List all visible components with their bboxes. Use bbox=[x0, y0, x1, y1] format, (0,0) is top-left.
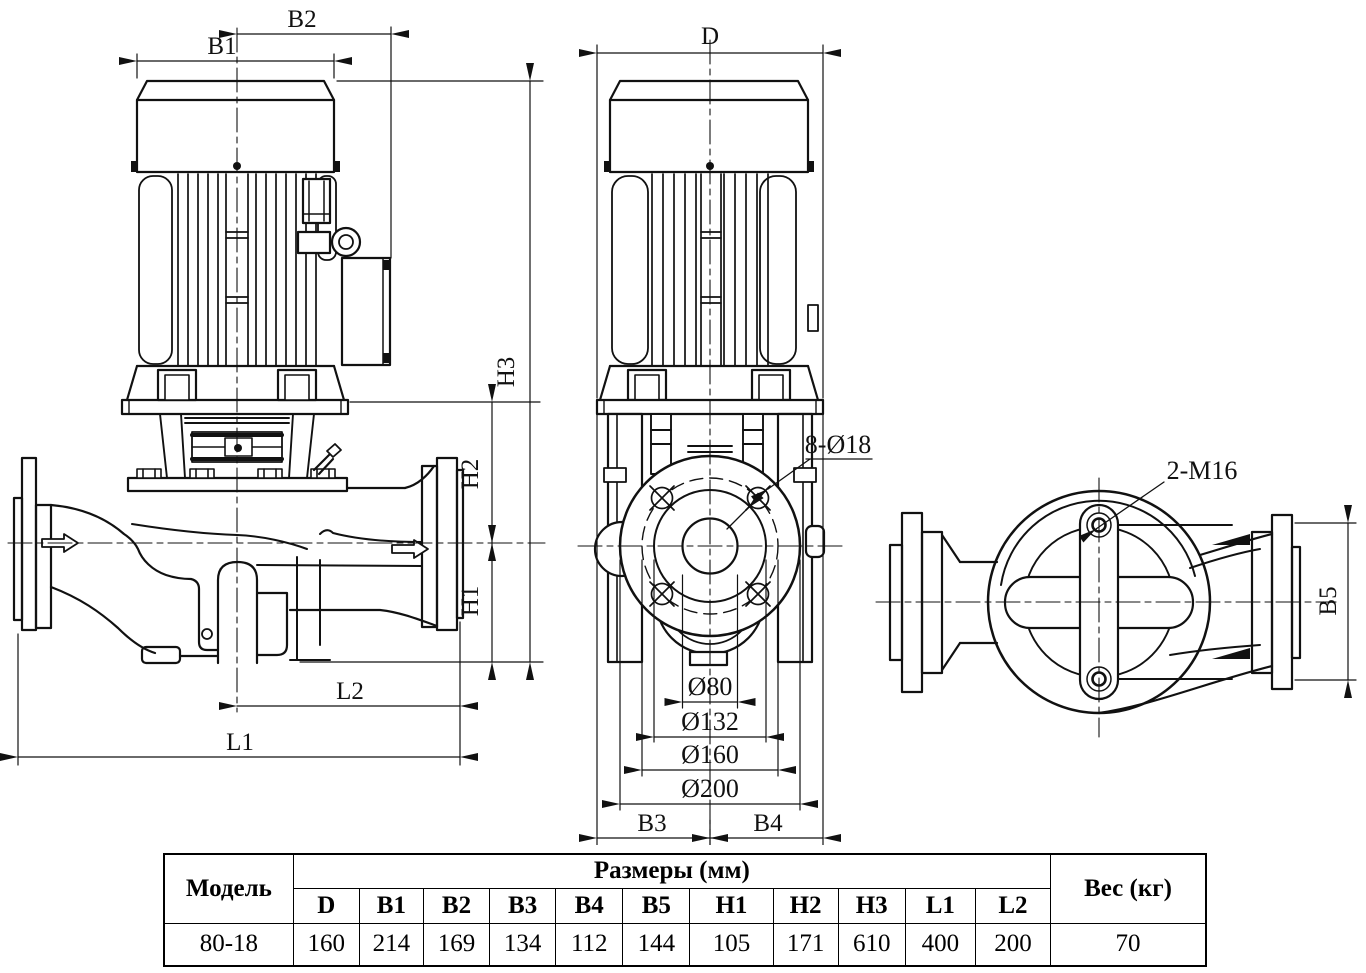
value-h2: 171 bbox=[773, 923, 838, 966]
dim-label-b4: B4 bbox=[753, 810, 783, 837]
dim-label-b3: B3 bbox=[637, 810, 667, 837]
top-view-labels bbox=[1167, 456, 1342, 616]
value-b4: 112 bbox=[556, 923, 623, 966]
callout-2-m16: 2-M16 bbox=[1166, 456, 1238, 485]
value-b3: 134 bbox=[490, 923, 556, 966]
col-header-h2: H2 bbox=[773, 888, 838, 923]
dim-label-l1: L1 bbox=[226, 729, 254, 756]
front-view bbox=[8, 27, 545, 765]
dim-label-h2: H2 bbox=[457, 458, 484, 490]
model-value: 80-18 bbox=[164, 923, 293, 966]
value-l2: 200 bbox=[975, 923, 1050, 966]
col-header-b2: B2 bbox=[423, 888, 489, 923]
top-view bbox=[876, 478, 1356, 737]
dim-label-b5: B5 bbox=[1315, 586, 1342, 616]
value-b2: 169 bbox=[423, 923, 489, 966]
model-header-cell: Модель bbox=[164, 854, 293, 923]
table-row bbox=[164, 923, 1206, 966]
motor-fins bbox=[178, 174, 316, 366]
value-b5: 144 bbox=[623, 923, 690, 966]
col-header-b5: B5 bbox=[623, 888, 690, 923]
dim-label-b1: B1 bbox=[207, 33, 237, 60]
dim-label-b2: B2 bbox=[287, 6, 317, 33]
lifting-eye-icon bbox=[332, 228, 360, 256]
sizes-header-cell: Размеры (мм) bbox=[293, 854, 1050, 888]
col-header-l1: L1 bbox=[905, 888, 975, 923]
dim-label-dia160: Ø160 bbox=[681, 740, 739, 769]
dimensions-table bbox=[163, 853, 1207, 967]
dim-label-dia200: Ø200 bbox=[681, 774, 739, 803]
dim-label-dia80: Ø80 bbox=[687, 672, 733, 701]
callout-8-d18: 8-Ø18 bbox=[804, 430, 872, 459]
weight-header-cell: Вес (кг) bbox=[1051, 854, 1206, 923]
value-h1: 105 bbox=[690, 923, 773, 966]
col-header-d: D bbox=[293, 888, 359, 923]
weight-value: 70 bbox=[1051, 923, 1206, 966]
dim-label-dia132: Ø132 bbox=[681, 707, 739, 736]
col-header-b3: B3 bbox=[490, 888, 556, 923]
dim-label-d: D bbox=[700, 23, 720, 50]
value-b1: 214 bbox=[359, 923, 423, 966]
value-d: 160 bbox=[293, 923, 359, 966]
col-header-b4: B4 bbox=[556, 888, 623, 923]
value-l1: 400 bbox=[905, 923, 975, 966]
dim-label-h3: H3 bbox=[493, 356, 520, 388]
col-header-h3: H3 bbox=[838, 888, 905, 923]
dim-label-l2: L2 bbox=[336, 678, 364, 705]
col-header-h1: H1 bbox=[690, 888, 773, 923]
value-h3: 610 bbox=[838, 923, 905, 966]
dim-label-h1: H1 bbox=[457, 585, 484, 617]
col-header-b1: B1 bbox=[359, 888, 423, 923]
col-header-l2: L2 bbox=[975, 888, 1050, 923]
